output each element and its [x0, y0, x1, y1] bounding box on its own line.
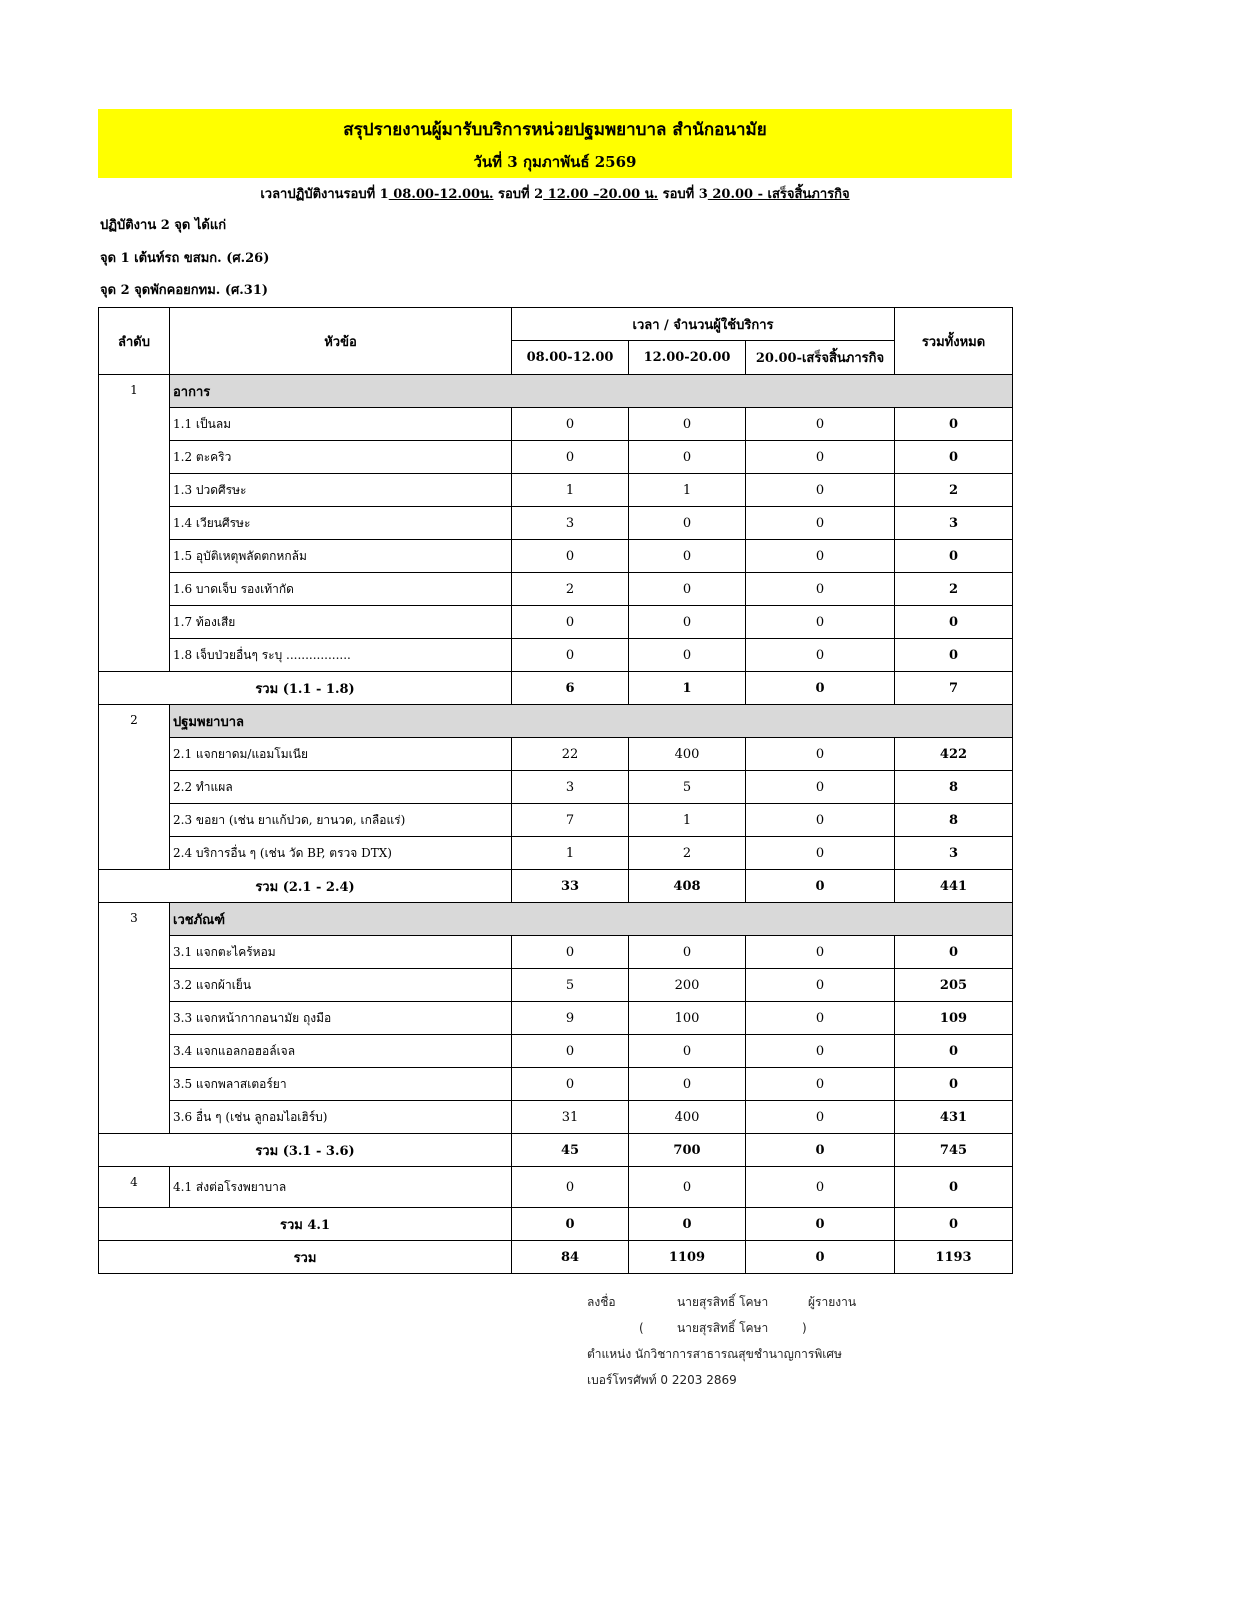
section-title: ปฐมพยาบาล — [170, 705, 1013, 738]
row-label: 2.1 แจกยาดม/แอมโมเนีย — [170, 738, 512, 771]
cell-shift-1: 0 — [512, 1167, 629, 1208]
section-number: 4 — [99, 1167, 170, 1208]
row-label: 1.3 ปวดศีรษะ — [170, 474, 512, 507]
cell-total: 3 — [895, 837, 1013, 870]
cell-total: 431 — [895, 1101, 1013, 1134]
cell-shift-2: 1 — [629, 474, 746, 507]
signer-phone: เบอร์โทรศัพท์ 0 2203 2869 — [587, 1373, 737, 1387]
intro-points: ปฏิบัติงาน 2 จุด ได้แก่ — [100, 218, 227, 233]
table-row — [99, 1002, 1013, 1035]
subtotal-total: 441 — [895, 870, 1013, 903]
row-label: 2.3 ขอยา (เช่น ยาแก้ปวด, ยานวด, เกลือแร่) — [170, 804, 512, 837]
cell-total: 0 — [895, 1068, 1013, 1101]
row-label: 1.8 เจ็บป่วยอื่นๆ ระบุ ................. — [170, 639, 512, 672]
cell-total: 0 — [895, 936, 1013, 969]
cell-shift-1: 0 — [512, 936, 629, 969]
cell-total: 0 — [895, 1035, 1013, 1068]
cell-total: 3 — [895, 507, 1013, 540]
cell-shift-2: 5 — [629, 771, 746, 804]
table-row — [99, 1101, 1013, 1134]
cell-total: 422 — [895, 738, 1013, 771]
paren-close: ) — [802, 1321, 807, 1335]
row-label: 2.4 บริการอื่น ๆ (เช่น วัด BP, ตรวจ DTX) — [170, 837, 512, 870]
cell-shift-2: 0 — [629, 507, 746, 540]
section-number: 1 — [99, 375, 170, 672]
signer-name-parenthesized: นายสุรสิทธิ์ โคษา — [677, 1321, 769, 1335]
subtotal-shift-2: 0 — [629, 1208, 746, 1241]
subtotal-shift-1: 0 — [512, 1208, 629, 1241]
subtotal-shift-2: 1 — [629, 672, 746, 705]
cell-shift-2: 0 — [629, 1068, 746, 1101]
signer-name: นายสุรสิทธิ์ โคษา — [677, 1295, 769, 1309]
subtotal-shift-3: 0 — [746, 1208, 895, 1241]
row-label: 1.2 ตะคริว — [170, 441, 512, 474]
row-label: 3.4 แจกแอลกอฮอล์เจล — [170, 1035, 512, 1068]
col-header-topic: หัวข้อ — [170, 308, 512, 375]
cell-shift-2: 0 — [629, 573, 746, 606]
cell-total: 0 — [895, 1167, 1013, 1208]
section-title: เวชภัณฑ์ — [170, 903, 1013, 936]
col-header-shift-3: 20.00-เสร็จสิ้นภารกิจ — [746, 341, 895, 375]
cell-total: 205 — [895, 969, 1013, 1002]
col-header-total: รวมทั้งหมด — [895, 308, 1013, 375]
subtotal-row — [99, 870, 1013, 903]
table-row — [99, 474, 1013, 507]
sign-label: ลงชื่อ — [587, 1295, 616, 1309]
grand-total-row — [99, 1241, 1013, 1274]
section-number: 2 — [99, 705, 170, 870]
cell-shift-3: 0 — [746, 606, 895, 639]
intro-point-1: จุด 1 เต้นท์รถ ขสมก. (ศ.26) — [100, 251, 270, 266]
cell-shift-1: 0 — [512, 408, 629, 441]
intro-point-2: จุด 2 จุดพักคอยกทม. (ศ.31) — [100, 283, 269, 298]
subtotal-label: รวม 4.1 — [99, 1208, 512, 1241]
subtotal-shift-3: 0 — [746, 870, 895, 903]
table-row — [99, 1035, 1013, 1068]
service-report-table — [98, 307, 1013, 1274]
cell-shift-1: 5 — [512, 969, 629, 1002]
cell-shift-1: 1 — [512, 474, 629, 507]
cell-shift-1: 0 — [512, 441, 629, 474]
col-header-no: ลำดับ — [99, 308, 170, 375]
subtotal-total: 0 — [895, 1208, 1013, 1241]
cell-shift-3: 0 — [746, 837, 895, 870]
col-header-shift-2: 12.00-20.00 — [629, 341, 746, 375]
signer-role: ผู้รายงาน — [808, 1295, 857, 1309]
cell-shift-1: 31 — [512, 1101, 629, 1134]
col-header-shift-1: 08.00-12.00 — [512, 341, 629, 375]
cell-shift-2: 1 — [629, 804, 746, 837]
row-label: 3.6 อื่น ๆ (เช่น ลูกอมไอเฮิร์บ) — [170, 1101, 512, 1134]
cell-total: 0 — [895, 408, 1013, 441]
cell-shift-3: 0 — [746, 1101, 895, 1134]
shift-1-time: 08.00-12.00น. — [388, 187, 494, 202]
signer-position: ตำแหน่ง นักวิชาการสาธารณสุขชำนาญการพิเศษ — [587, 1347, 842, 1361]
title-band — [98, 109, 1012, 178]
row-label: 3.3 แจกหน้ากากอนามัย ถุงมือ — [170, 1002, 512, 1035]
cell-shift-3: 0 — [746, 507, 895, 540]
subtotal-row — [99, 1134, 1013, 1167]
cell-shift-3: 0 — [746, 441, 895, 474]
cell-shift-2: 400 — [629, 1101, 746, 1134]
cell-shift-2: 0 — [629, 540, 746, 573]
cell-shift-2: 0 — [629, 441, 746, 474]
row-label: 1.5 อุบัติเหตุพลัดตกหกล้ม — [170, 540, 512, 573]
table-row — [99, 441, 1013, 474]
table-row — [99, 507, 1013, 540]
subtotal-label: รวม (3.1 - 3.6) — [99, 1134, 512, 1167]
subtotal-total: 7 — [895, 672, 1013, 705]
cell-shift-1: 22 — [512, 738, 629, 771]
cell-shift-3: 0 — [746, 1167, 895, 1208]
cell-shift-2: 0 — [629, 936, 746, 969]
cell-shift-3: 0 — [746, 474, 895, 507]
table-row — [99, 738, 1013, 771]
subtotal-row — [99, 1208, 1013, 1241]
section-number: 3 — [99, 903, 170, 1134]
cell-shift-3: 0 — [746, 1002, 895, 1035]
row-label: 3.5 แจกพลาสเตอร์ยา — [170, 1068, 512, 1101]
cell-shift-1: 0 — [512, 1068, 629, 1101]
cell-shift-2: 2 — [629, 837, 746, 870]
row-label: 1.4 เวียนศีรษะ — [170, 507, 512, 540]
cell-shift-2: 0 — [629, 639, 746, 672]
subtotal-label: รวม (2.1 - 2.4) — [99, 870, 512, 903]
cell-shift-1: 3 — [512, 507, 629, 540]
subtotal-shift-1: 45 — [512, 1134, 629, 1167]
row-label: 1.7 ท้องเสีย — [170, 606, 512, 639]
cell-shift-3: 0 — [746, 771, 895, 804]
subtotal-shift-3: 0 — [746, 1134, 895, 1167]
cell-shift-1: 2 — [512, 573, 629, 606]
subtotal-label: รวม (1.1 - 1.8) — [99, 672, 512, 705]
section-row — [99, 705, 1013, 738]
shift-2-prefix: รอบที่ 2 — [493, 187, 544, 202]
grand-total-shift-2: 1109 — [629, 1241, 746, 1274]
row-label: 4.1 ส่งต่อโรงพยาบาล — [170, 1167, 512, 1208]
cell-total: 0 — [895, 606, 1013, 639]
cell-shift-2: 200 — [629, 969, 746, 1002]
cell-total: 0 — [895, 441, 1013, 474]
shift-2-time: 12.00 –20.00 น. — [543, 187, 659, 202]
table-row — [99, 1068, 1013, 1101]
report-title: สรุปรายงานผู้มารับบริการหน่วยปฐมพยาบาล สำนักอนามัย — [343, 120, 767, 140]
cell-shift-2: 400 — [629, 738, 746, 771]
table-row — [99, 540, 1013, 573]
table-row — [99, 804, 1013, 837]
row-label: 3.2 แจกผ้าเย็น — [170, 969, 512, 1002]
subtotal-shift-3: 0 — [746, 672, 895, 705]
table-row — [99, 1167, 1013, 1208]
cell-shift-1: 0 — [512, 639, 629, 672]
cell-shift-1: 0 — [512, 606, 629, 639]
table-row — [99, 606, 1013, 639]
subtotal-row — [99, 672, 1013, 705]
subtotal-shift-1: 33 — [512, 870, 629, 903]
cell-shift-3: 0 — [746, 738, 895, 771]
table-row — [99, 408, 1013, 441]
grand-total-shift-3: 0 — [746, 1241, 895, 1274]
section-row — [99, 375, 1013, 408]
subtotal-shift-2: 700 — [629, 1134, 746, 1167]
cell-shift-2: 0 — [629, 1035, 746, 1068]
col-header-time-group: เวลา / จำนวนผู้ใช้บริการ — [512, 308, 895, 341]
row-label: 3.1 แจกตะไคร้หอม — [170, 936, 512, 969]
shift-3-time: 20.00 - เสร็จสิ้นภารกิจ — [707, 187, 850, 202]
section-row — [99, 903, 1013, 936]
table-row — [99, 573, 1013, 606]
cell-total: 8 — [895, 804, 1013, 837]
row-label: 2.2 ทำแผล — [170, 771, 512, 804]
cell-total: 0 — [895, 540, 1013, 573]
cell-shift-2: 0 — [629, 1167, 746, 1208]
grand-total-shift-1: 84 — [512, 1241, 629, 1274]
table-row — [99, 969, 1013, 1002]
cell-shift-1: 1 — [512, 837, 629, 870]
cell-shift-2: 0 — [629, 606, 746, 639]
cell-shift-3: 0 — [746, 936, 895, 969]
cell-total: 0 — [895, 639, 1013, 672]
cell-shift-1: 0 — [512, 1035, 629, 1068]
section-title: อาการ — [170, 375, 1013, 408]
cell-shift-1: 0 — [512, 540, 629, 573]
cell-shift-3: 0 — [746, 1035, 895, 1068]
table-row — [99, 771, 1013, 804]
cell-shift-2: 0 — [629, 408, 746, 441]
cell-shift-2: 100 — [629, 1002, 746, 1035]
table-row — [99, 837, 1013, 870]
grand-total-total: 1193 — [895, 1241, 1013, 1274]
shift-prefix: เวลาปฏิบัติงานรอบที่ 1 — [260, 187, 389, 202]
subtotal-total: 745 — [895, 1134, 1013, 1167]
cell-shift-1: 7 — [512, 804, 629, 837]
cell-total: 8 — [895, 771, 1013, 804]
subtotal-shift-2: 408 — [629, 870, 746, 903]
row-label: 1.1 เป็นลม — [170, 408, 512, 441]
grand-total-label: รวม — [99, 1241, 512, 1274]
table-row — [99, 936, 1013, 969]
table-row — [99, 639, 1013, 672]
cell-shift-3: 0 — [746, 969, 895, 1002]
cell-total: 109 — [895, 1002, 1013, 1035]
cell-shift-3: 0 — [746, 1068, 895, 1101]
row-label: 1.6 บาดเจ็บ รองเท้ากัด — [170, 573, 512, 606]
cell-shift-1: 3 — [512, 771, 629, 804]
cell-shift-3: 0 — [746, 540, 895, 573]
cell-shift-1: 9 — [512, 1002, 629, 1035]
cell-shift-3: 0 — [746, 804, 895, 837]
shift-3-prefix: รอบที่ 3 — [658, 187, 708, 202]
cell-shift-3: 0 — [746, 573, 895, 606]
paren-open: ( — [639, 1321, 644, 1335]
report-date: วันที่ 3 กุมภาพันธ์ 2569 — [473, 153, 637, 171]
cell-shift-3: 0 — [746, 639, 895, 672]
subtotal-shift-1: 6 — [512, 672, 629, 705]
shift-schedule — [98, 186, 1012, 204]
cell-shift-3: 0 — [746, 408, 895, 441]
cell-total: 2 — [895, 474, 1013, 507]
cell-total: 2 — [895, 573, 1013, 606]
